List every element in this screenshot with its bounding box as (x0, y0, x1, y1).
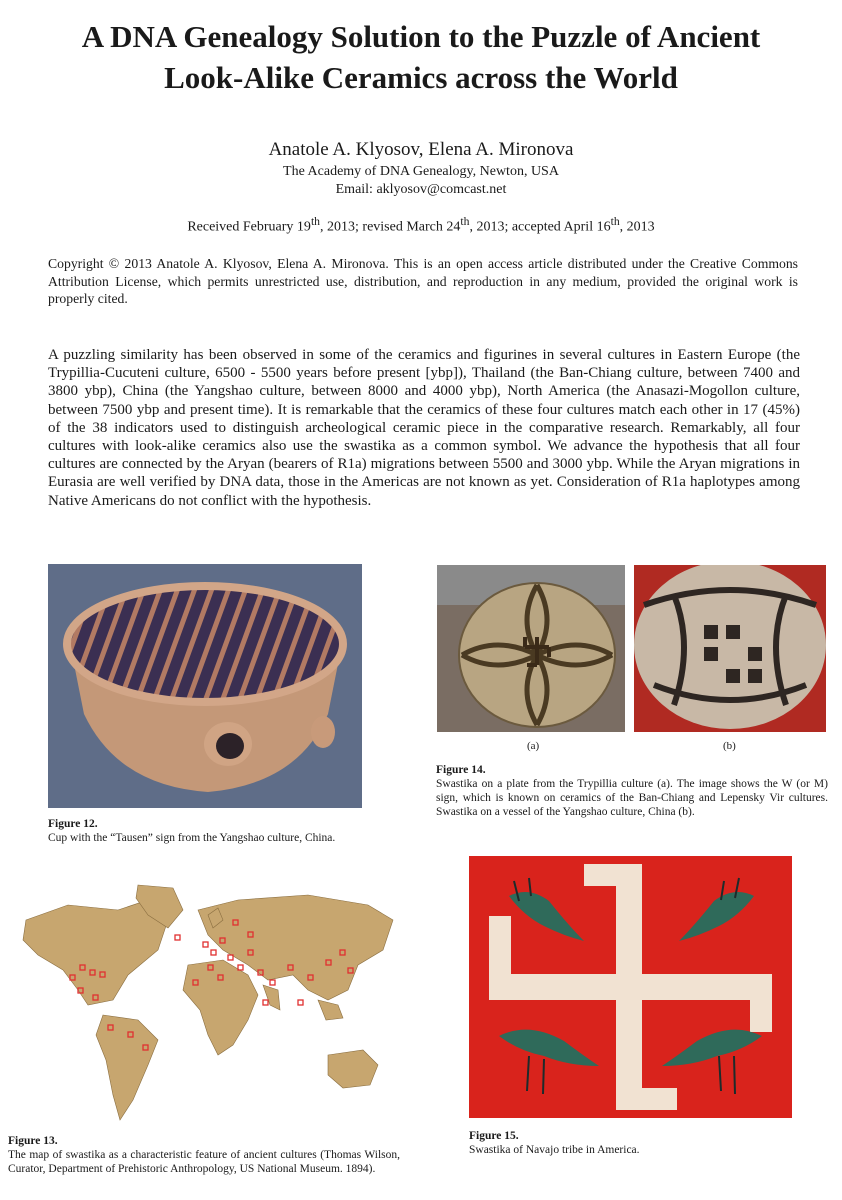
email: Email: aklyosov@comcast.net (335, 182, 507, 197)
title-line-2: Look-Alike Ceramics across the World (164, 60, 678, 95)
figure-13-label: Figure 13. (8, 1135, 58, 1147)
figure-13-map (8, 880, 408, 1128)
accepted-year: , 2013 (619, 219, 655, 235)
accepted-text: , 2013; accepted April 16 (469, 219, 611, 235)
figure-12-image (48, 564, 362, 808)
revised-text: , 2013; revised March 24 (320, 219, 461, 235)
received-sup: th (310, 215, 321, 228)
figure-13-text: The map of swastika as a characteristic feature of ancient cultures (Thomas Wilson, Curator, Department of Prehistoric Anthropology, US National Museum. 1894). (8, 1149, 400, 1175)
revised-sup: th (460, 215, 470, 228)
figure-14a-image (437, 565, 625, 732)
received-dates (0, 213, 842, 237)
figure-14-text: Swastika on a plate from the Trypillia culture (a). The image shows the W (or M) sign, which is known on ceramics of the Ban-Chiang and Lepensky Vir cultures. Swastika on a vessel of the Yangshao culture, China (b). (436, 778, 828, 818)
figure-14b-image (634, 565, 826, 732)
authors: Anatole A. Klyosov, Elena A. Mironova (268, 139, 574, 160)
abstract: A puzzling similarity has been observed in some of the ceramics and figurines in several cultures in Eastern Europe (the Trypillia-Cucuteni culture, 6500 - 5500 years before present [ybp]), Thailand (the Ban-Chiang culture, between 7400 and 3800 ybp), China (the Yangshao culture, between 8000 and 4000 ybp), North America (the Anasazi-Mogollon culture, between 7500 ybp and present time). It is remarkable that the ceramics of these four cultures match each other in 17 (45%) of the 38 indicators used to distinguish archeological ceramic piece in the comparative research. Remarkably, all four cultures with look-alike ceramics also use the swastika as a common symbol. We advance the hypothesis that all four cultures are connected by the Aryan (bearers of R1a) migrations between 5500 and 3000 ybp. While the Aryan migrations in Eurasia are well verified by DNA data, those in the Americas are not known as yet. Consideration of R1a haplotypes among Native Americans do not conflict with the hypothesis. (48, 347, 800, 509)
copyright-notice: Copyright © 2013 Anatole A. Klyosov, Elena A. Mironova. This is an open access article distributed under the Creative Commons Attribution License, which permits unrestricted use, distribution, and reproduction in any medium, provided the original work is properly cited. (48, 256, 798, 307)
paper-title (0, 16, 842, 98)
received-text: Received February 19 (187, 219, 311, 235)
figure-14-sub-a: (a) (527, 740, 540, 752)
figure-15-image (469, 856, 792, 1118)
accepted-sup: th (610, 215, 620, 228)
figure-12-text: Cup with the “Tausen” sign from the Yangshao culture, China. (48, 832, 336, 844)
affiliation: The Academy of DNA Genealogy, Newton, USA (283, 164, 559, 179)
figure-15-label: Figure 15. (469, 1130, 519, 1142)
figure-14-label: Figure 14. (436, 764, 486, 776)
figure-13-caption (8, 1134, 400, 1176)
figure-12-caption (48, 817, 362, 845)
world-map (8, 880, 408, 1128)
figure-12-label: Figure 12. (48, 818, 98, 830)
figure-14-caption (436, 763, 828, 819)
figure-14-sub-b: (b) (723, 740, 736, 752)
title-line-1: A DNA Genealogy Solution to the Puzzle of Ancient (81, 19, 761, 54)
figure-15-text: Swastika of Navajo tribe in America. (469, 1144, 640, 1156)
figure-15-caption (469, 1129, 792, 1157)
